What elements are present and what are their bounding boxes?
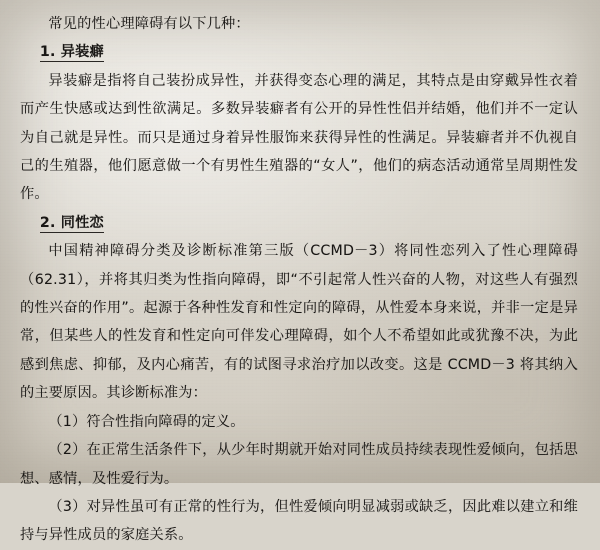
section-heading-2-text [40,215,104,233]
section-2-criterion-2: （2）在正常生活条件下，从少年时期就开始对同性成员持续表现性爱倾向，包括思想、感情，及性爱行为。 [20,442,578,487]
section-2-paragraph-1: 中国精神障碍分类及诊断标准第三版（CCMD－3）将同性恋列入了性心理障碍（62.31），并将其归类为性指向障碍，即“不引起常人性兴奋的人物，对这些人有强烈的性兴奋的作用”。起源于各种性发育和性定向的障碍，从性爱本身来说，并非一定是异常，但某些人的性发育和性定向可伴发心理障碍，如个人不希望如此或犹豫不决，为此感到焦虑、抑郁，及内心痛苦，有的试图寻求治疗加以改变。这是 CCMD－3 将其纳入的主要原因。其诊断标准为： [20,243,578,402]
section-1-title: 异装癖 [60,44,104,61]
document-body [20,10,578,550]
section-2-title: 同性恋 [60,214,104,231]
section-1-number: 1. [39,44,56,61]
intro-paragraph: 常见的性心理障碍有以下几种： [48,16,250,32]
section-heading-1-text [40,44,104,62]
section-2-number: 2. [39,214,56,231]
section-2-criterion-3: （3）对异性虽可有正常的性行为，但性爱倾向明显减弱或缺乏，因此难以建立和维持与异性成员的家庭关系。 [20,498,578,544]
section-heading-2 [20,209,578,237]
section-2-criterion-1: （1）符合性指向障碍的定义。 [48,413,245,430]
section-1-paragraph-1: 异装癖是指将自己装扮成异性，并获得变态心理的满足，其特点是由穿戴异性衣着而产生快感或达到性欲满足。多数异装癖者有公开的异性性侣并结婚，他们并不一定认为自己就是异性。而只是通过身着异性服饰来获得异性的性满足。异装癖者并不仇视自己的生殖器，他们愿意做一个有男性生殖器的“女人”，他们的病态活动通常呈周期性发作。 [20,72,578,203]
section-heading-1 [20,38,578,66]
